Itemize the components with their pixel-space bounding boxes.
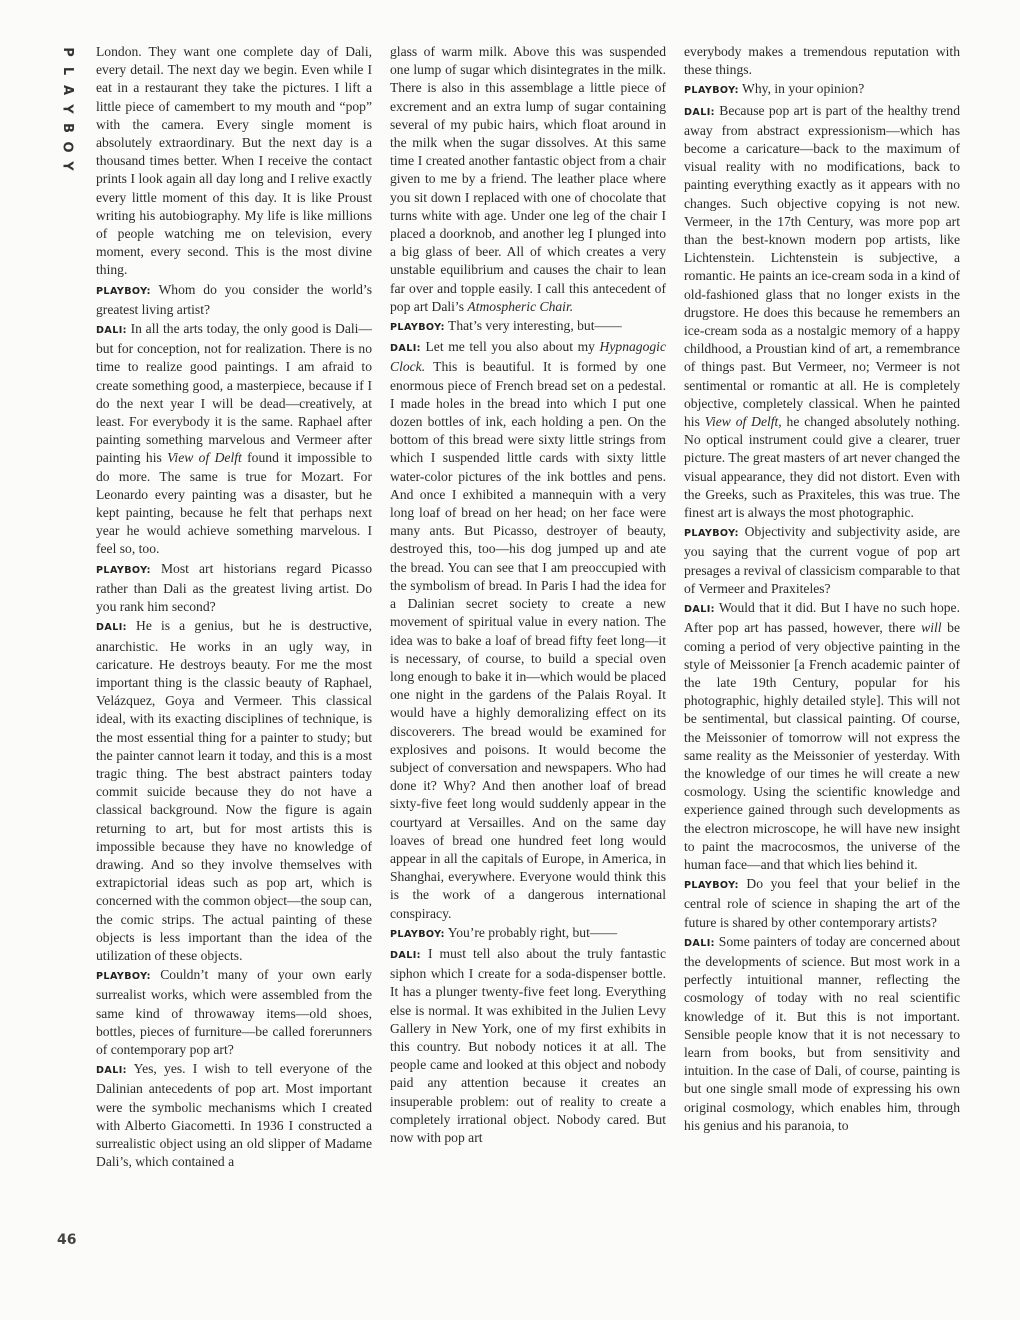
speaker-label: PLAYBOY: xyxy=(96,564,151,576)
paragraph-text: Let me tell you also about my xyxy=(420,339,600,355)
paragraph-text: everybody makes a tremendous reputation with these things. xyxy=(684,44,960,78)
interview-paragraph xyxy=(684,80,960,100)
interview-paragraph xyxy=(96,1060,372,1171)
paragraph-text: He is a genius, but he is destructive, anarchistic. He works in an ugly way, in caricature. He destroys beauty. For me the most important thing is the classic beauty of Raphael, Velázquez, Goya and Vermeer. This classical ideal, with its exacting disciplines of technique, is the most essential thing for a painter to study; but the painter cannot learn it today, and this is a most tragic thing. The best abstract painters today commit suicide because they do not have a classical background. Now the figure is again returning to art, but for most artists this is impossible because they have no knowledge of drawing. And so they involve themselves with extrapictorial ideas such as pop art, which is concerned with the common object—the soup can, the comic strips. The actual painting of these objects is less important than the idea of the utilization of these objects. xyxy=(96,618,372,963)
paragraph-text: found it impossible to do more. The same is true for Mozart. For Leonardo every painting was a disaster, but he kept painting, because he felt that perhaps next year he would achieve something marvelous. I feel so, too. xyxy=(96,450,372,557)
masthead-letter: Y xyxy=(59,104,75,114)
paragraph-text: he changed absolutely nothing. No optical instrument could give a clearer, truer picture. The great masters of art never changed the visual appearance, they did not distort. Even with the Greeks, such as Praxiteles, this was true. The finest art is always the most photographic. xyxy=(684,414,960,521)
interview-paragraph xyxy=(684,102,960,523)
text-column-3 xyxy=(684,42,960,1264)
paragraph-text: This is beautiful. It is formed by one enormous piece of French bread set on a pedestal. I made holes in the bread into which I put one dozen bottles of ink, each holding a pen. On the bottom of this bread were sixty little strings from which I suspended little cards with sixty little water-color pictures of the ink bottles and pens. And once I exhibited a mannequin with a very long loaf of bread on her head; on her face were many ants. But Picasso, destroyer of beauty, destroyed this, too—his dog jumped up and ate the bread. You can see that I am preoccupied with the symbolism of bread. In Paris I had the idea for a Dalinian secret society to create a new movement of spiritual value in every nation. The idea was to bake a loaf of bread fifty feet long—it is necessary, of course, to build a special oven long enough to bake it in—which would be placed one night in the gardens of the Palais Royal. It would have a highly demoralizing effect on its discoverers. The bread would be examined for explosives and poisons. It would become the subject of conversation and newspapers. Who had done it? Why? And then another loaf of bread sixty-five feet long would suddenly appear in the courtyard at Versailles. And on the same day loaves of bread one hundred feet long would appear in all the capitals of Europe, in America, in Shanghai, everywhere. Everyone would think this is the work of a dangerous international conspiracy. xyxy=(390,359,666,921)
speaker-label: DALI: xyxy=(390,949,421,961)
paragraph-text: I must tell also about the truly fantastic siphon which I create for a soda-dispenser bottle. It has a plunger twenty-five feet long. Everything else is normal. It was exhibited in the Julien Levy Gallery in New York, one of my first exhibits in this country. But nobody notices it at all. The people came and looked at this object and nobody paid any attention because it creates an insuperable problem: out of reality to create a completely irrational object. Nobody cared. But now with pop art xyxy=(390,945,666,1145)
speaker-label: DALI: xyxy=(684,106,715,118)
interview-paragraph xyxy=(684,43,960,79)
paragraph-text: In all the arts today, the only good is Dali—but for conception, not for realization. There is no time to realize good paintings. I am afraid to create something good, a masterpiece, because if I do the next year I will be dead—creatively, at least. For everybody it is the same. Raphael after painting something marvelous and Vermeer after painting his xyxy=(96,321,372,466)
masthead-letter: A xyxy=(60,84,75,96)
paragraph-text: Would that it did. But I have no such hope. After pop art has passed, however, there xyxy=(684,600,960,636)
speaker-label: PLAYBOY: xyxy=(390,322,445,334)
paragraph-text: Most art historians regard Picasso rather than Dali as the greatest living artist. Do you rank him second? xyxy=(96,560,372,615)
paragraph-text: Whom do you consider the world’s greatest living artist? xyxy=(96,281,372,317)
magazine-masthead-vertical xyxy=(56,44,78,174)
interview-paragraph xyxy=(96,560,372,617)
speaker-label: PLAYBOY: xyxy=(684,880,739,892)
speaker-label: DALI: xyxy=(96,1065,127,1077)
masthead-letter: L xyxy=(59,66,75,76)
text-column-1 xyxy=(96,42,372,1264)
speaker-label: DALI: xyxy=(684,937,715,949)
italic-title: will xyxy=(921,620,942,636)
interview-paragraph xyxy=(390,43,666,316)
interview-paragraph xyxy=(390,317,666,337)
speaker-label: PLAYBOY: xyxy=(96,971,151,983)
interview-paragraph xyxy=(684,875,960,932)
speaker-label: DALI: xyxy=(390,343,421,355)
paragraph-text: Do you feel that your belief in the central role of science in shaping the art of the future is shared by other contemporary artists? xyxy=(684,876,960,930)
speaker-label: PLAYBOY: xyxy=(96,285,151,297)
paragraph-text: Objectivity and subjectivity aside, are you saying that the current vogue of pop art presages a revival of classicism comparable to that of Vermeer and Praxiteles? xyxy=(684,524,960,596)
interview-paragraph xyxy=(684,523,960,598)
italic-title: Hypnagogic Clock. xyxy=(390,339,666,375)
speaker-label: DALI: xyxy=(96,622,127,634)
interview-paragraph xyxy=(684,933,960,1135)
interview-paragraph xyxy=(390,924,666,944)
speaker-label: PLAYBOY: xyxy=(684,85,739,97)
speaker-label: PLAYBOY: xyxy=(684,528,739,540)
paragraph-text: You’re probably right, but—— xyxy=(444,924,618,940)
italic-title: View of Delft xyxy=(167,450,242,466)
paragraph-text: be coming a period of very objective painting in the style of Meissonier [a French academic painter of the late 19th Century, popular for his photographic, highly detailed style]. This will not be sentimental, but classical painting. Of course, the Meissonier of tomorrow will not express the same reality as the Meissonier of yesterday. With the knowledge of our times he will create a new cosmology. Using the scientific knowledge and experience gained through such developments as the electron microscope, he will have new insight to paint the macrocosmos, the universe of the human face—and that which lies behind it. xyxy=(684,620,960,872)
italic-title: Atmospheric Chair. xyxy=(467,298,574,314)
paragraph-text: Couldn’t many of your own early surrealist works, which were assembled from the same kind of throwaway items—old shoes, bottles, pieces of furniture—be called forerunners of contemporary pop art? xyxy=(96,967,372,1057)
speaker-label: DALI: xyxy=(684,604,715,616)
interview-paragraph xyxy=(684,599,960,874)
masthead-letter: P xyxy=(60,47,75,57)
interview-paragraph xyxy=(96,617,372,965)
paragraph-text: Why, in your opinion? xyxy=(738,81,865,97)
paragraph-text: London. They want one complete day of Dali, every detail. The next day we begin. Even while I eat in a restaurant they take the pictures. I lift a little piece of camembert to my mouth and “pop” with the camera. Every single moment is absolutely extraordinary. But the next day is a thousand times better. When I receive the contact prints I look again all day long and I relive exactly every little moment of this day. It is like Proust writing his autobiography. My life is like millions of people watching me on television, every moment, every second. This is the most divine thing. xyxy=(96,44,372,278)
article-body xyxy=(96,42,960,1264)
interview-paragraph xyxy=(96,43,372,280)
interview-paragraph xyxy=(390,945,666,1147)
paragraph-text: glass of warm milk. Above this was suspended one lump of sugar which disintegrates in the milk. There is also in this assemblage a little piece of excrement and an extra lump of sugar containing several of my pubic hairs, which float around in the milk when the sugar dissolves. At this same time I created another fantastic object from a chair given to me by a friend. The leather place where you sit down I replaced with one of chocolate that turns white with age. Under one leg of the chair I placed a doorknob, and another leg I plunged into a big glass of beer. All of which creates a very unstable equilibrium and causes the chair to lean far over and topple easily. I call this antecedent of pop art Dali’s xyxy=(390,44,666,314)
paragraph-text: Because pop art is part of the healthy trend away from abstract expressionism—which has become a caricature—back to the maximum of visual reality with no modifications, back to painting everything exactly as it appears with no changes. Such objective copying is not new. Vermeer, in the 17th Century, was more pop art than the best-known modern pop artists, like Lichtenstein. Lichtenstein is subjective, a romantic. He paints an ice-cream soda in a kind of old-fashioned glass that no longer exists in the drugstore. He does this because he remembers an ice-cream soda as a nostalgic memory of a happy childhood, a Proustian kind of art, a remembrance of things past. But Vermeer, no; Vermeer is not sentimental or romantic at all. He is completely objective, completely classical. When he painted his xyxy=(684,102,960,430)
italic-title: View of Delft, xyxy=(704,414,782,430)
page-number: 46 xyxy=(57,1232,77,1248)
paragraph-text: That’s very interesting, but—— xyxy=(444,318,622,334)
interview-paragraph xyxy=(390,338,666,923)
paragraph-text: Yes, yes. I wish to tell everyone of the Dalinian antecedents of pop art. Most important were the symbolic mechanisms which I created with Alberto Giacometti. In 1936 I constructed a surrealistic object using an old slipper of Madame Dali’s, which contained a xyxy=(96,1061,372,1170)
interview-paragraph xyxy=(96,966,372,1059)
interview-paragraph xyxy=(96,281,372,319)
masthead-letter: O xyxy=(60,141,75,153)
masthead-letter: B xyxy=(59,123,75,133)
paragraph-text: Some painters of today are concerned about the developments of science. But most work in a perfectly intuitional manner, reflecting the cosmology of today with no real scientific knowledge of it. But this is not important. Sensible people know that it is not necessary to learn from books, but from sensitivity and intuition. In the case of Dali, of course, painting is but one single small mode of expressing his own original cosmology, which enables him, through his genius and his paranoia, to xyxy=(684,933,960,1133)
speaker-label: DALI: xyxy=(96,325,127,337)
text-column-2 xyxy=(390,42,666,1264)
interview-paragraph xyxy=(96,320,372,559)
speaker-label: PLAYBOY: xyxy=(390,928,445,940)
masthead-letter: Y xyxy=(59,161,75,171)
